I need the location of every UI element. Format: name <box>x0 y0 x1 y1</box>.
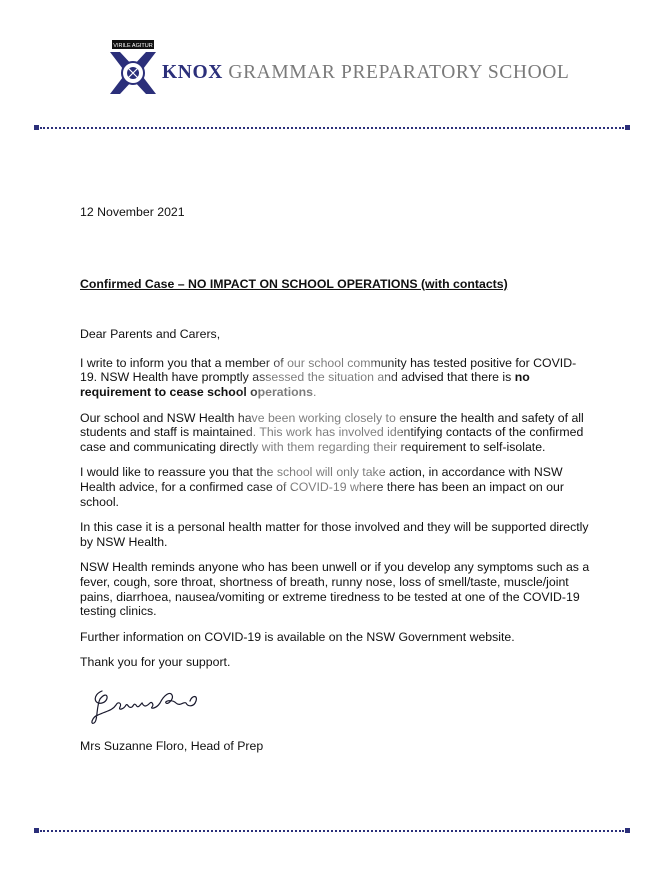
paragraph-2: Our school and NSW Health have been working closely to ensure the health and safety of all students and staff is maintained. This work has involved identifying contacts of the confirmed case and communicating directly with them regarding their requirement to self-isolate. <box>80 410 584 454</box>
paragraph-1: I write to inform you that a member of our school community has tested positive for COVID-19. NSW Health have promptly assessed the situation and advised that there is no requirement to cease school operations. <box>80 355 577 399</box>
handwritten-signature <box>88 681 208 729</box>
letter-subject: Confirmed Case – NO IMPACT ON SCHOOL OPERATIONS (with contacts) <box>80 276 508 291</box>
svg-text:VIRILE AGITUR: VIRILE AGITUR <box>113 43 153 49</box>
letter-date: 12 November 2021 <box>80 205 185 219</box>
letter-salutation: Dear Parents and Carers, <box>80 327 221 342</box>
paragraph-1-emphasis: no requirement to cease school operations <box>80 370 530 399</box>
school-name-rest: GRAMMAR PREPARATORY SCHOOL <box>228 62 570 83</box>
paragraph-6: Further information on COVID-19 is available on the NSW Government website. <box>80 629 515 644</box>
header-divider <box>34 124 630 132</box>
footer-divider <box>34 827 630 835</box>
signatory: Mrs Suzanne Floro, Head of Prep <box>80 738 264 753</box>
paragraph-5: NSW Health reminds anyone who has been unwell or if you develop any symptoms such as a fever, cough, sore throat, shortness of breath, runny nose, loss of smell/taste, muscle/joint pains, diarrhoea, nausea/vomiting or extreme tiredness to be tested at one of the COVID-19 testing clinics. <box>80 560 590 619</box>
watermark-overlay <box>252 348 402 498</box>
school-name-bold: KNOX <box>162 62 223 83</box>
school-name <box>162 62 569 84</box>
paragraph-4: In this case it is a personal health matter for those involved and they will be supported directly by NSW Health. <box>80 520 589 549</box>
school-crest-logo <box>106 38 160 98</box>
paragraph-3: I would like to reassure you that the school will only take action, in accordance with NSW Health advice, for a confirmed case of COVID-19 where there has been an impact on our school. <box>80 465 564 509</box>
closing-line: Thank you for your support. <box>80 655 231 670</box>
